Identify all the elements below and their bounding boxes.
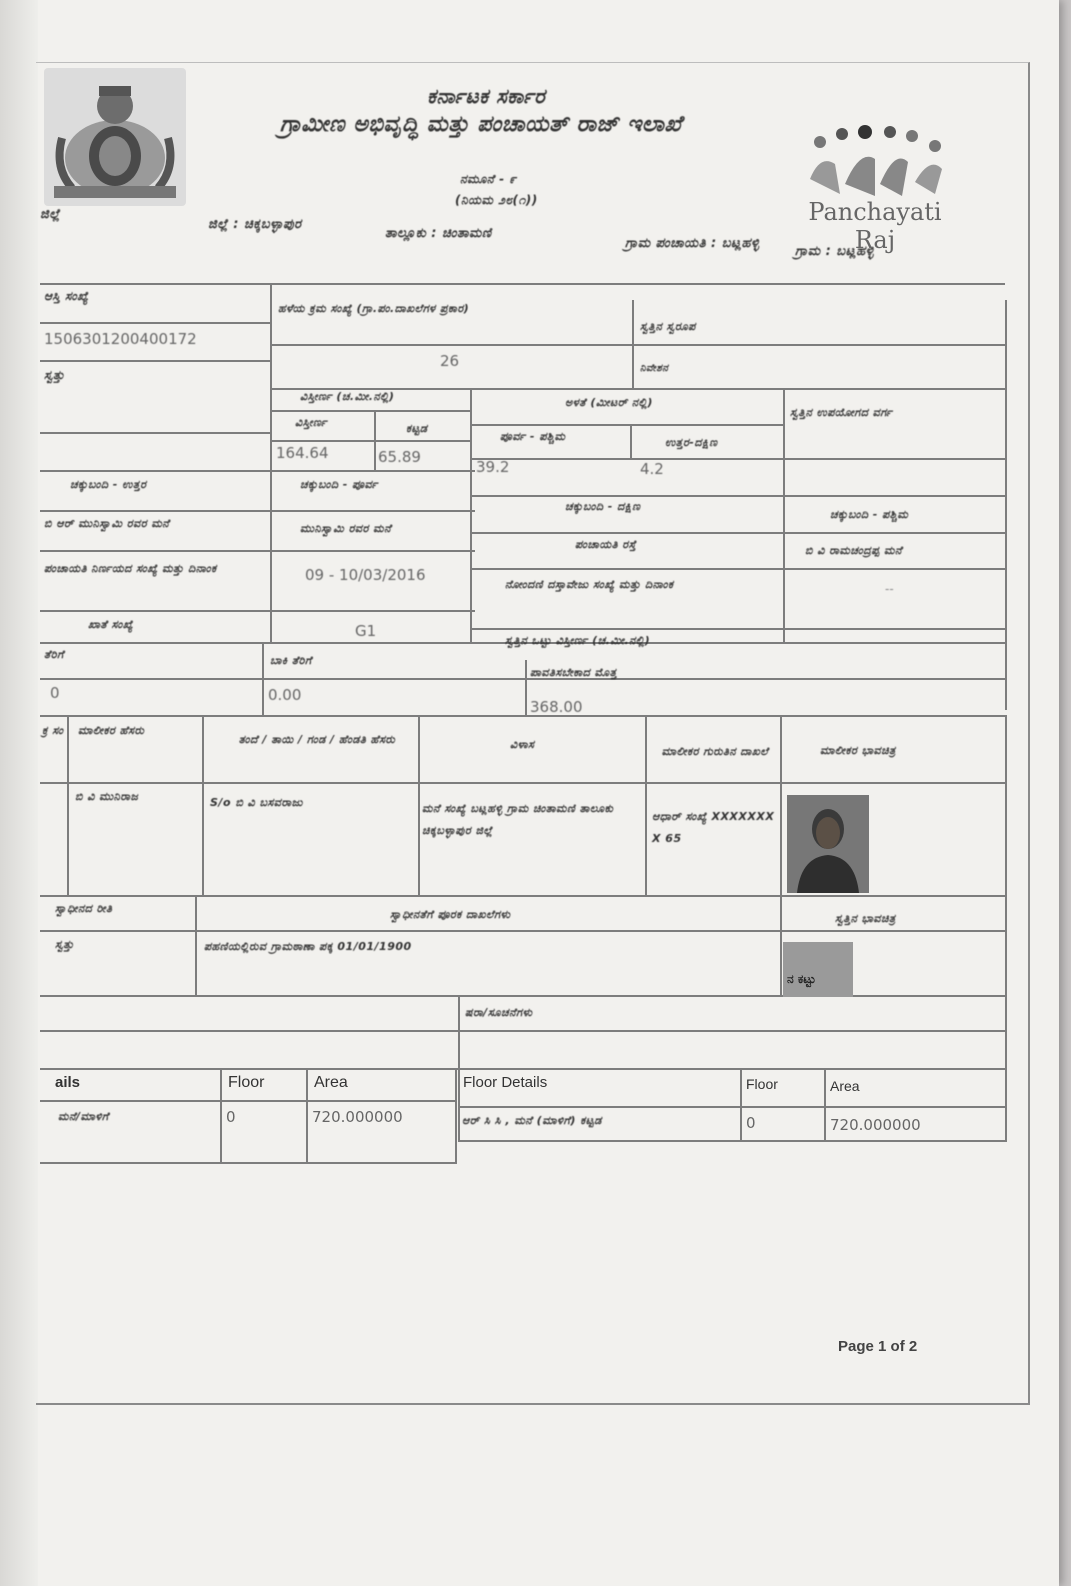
- left-code: ಜಿಲ್ಲೆ: [40, 207, 61, 222]
- taluk: ತಾಲ್ಲೂಕು : ಚಿಂತಾಮಣಿ: [385, 226, 492, 241]
- rule-line: [40, 1100, 455, 1102]
- form-border: [36, 62, 1030, 1405]
- rule-line: [472, 568, 1007, 570]
- east-west-value: 39.2: [476, 458, 510, 476]
- north-south-label: ಉತ್ತರ-ದಕ್ಷಿಣ: [665, 436, 718, 449]
- payable-value: 368.00: [530, 698, 583, 716]
- deed-value: --: [885, 582, 894, 596]
- dept-name: ಗ್ರಾಮೀಣ ಅಭಿವೃದ್ಧಿ ಮತ್ತು ಪಂಚಾಯತ್ ರಾಜ್ ಇಲಾಖೆ: [280, 112, 682, 137]
- resolution-value: 09 - 10/03/2016: [305, 566, 426, 584]
- dimension-value-1: 164.64: [276, 444, 329, 462]
- boundary-north-value: ಬಿ ಆರ್ ಮುನಿಸ್ವಾಮಿ ರವರ ಮನೆ: [44, 517, 170, 530]
- floor-right-floor: 0: [746, 1114, 756, 1132]
- rule-line: [40, 432, 272, 434]
- remarks-label: ಷರಾ/ಸೂಚನೆಗಳು: [465, 1006, 533, 1019]
- dimension-value-2: 65.89: [378, 448, 421, 466]
- floor-left-floor: 0: [226, 1108, 236, 1126]
- floor-right-col-floor: Floor: [746, 1076, 778, 1092]
- rule-line: [1005, 715, 1007, 1140]
- payable-label: ಪಾವತಿಸಬೇಕಾದ ಮೊತ್ತ: [530, 666, 617, 679]
- tax-label: ತೆರಿಗೆ: [44, 648, 64, 661]
- property-photo-header: ಸ್ವತ್ತಿನ ಭಾವಚಿತ್ರ: [835, 912, 896, 925]
- possession-docs-value: ಪಹಣಿಯಲ್ಲಿರುವ ಗ್ರಾಮಠಾಣಾ ಪಕ್ಕ 01/01/1900: [204, 940, 412, 953]
- rule-line: [40, 1162, 455, 1164]
- owner-address: ಮನೆ ಸಂಖ್ಯೆ ಬಟ್ಲಹಳ್ಳಿ ಗ್ರಾಮ ಚಿಂತಾಮಣಿ ತಾಲೂಕು ಚಿಕ್ಕಬಳ್ಳಾಪುರ ಜಿಲ್ಲೆ: [422, 802, 614, 837]
- rule-line: [472, 628, 1007, 630]
- floor-left-area: 720.000000: [312, 1108, 403, 1126]
- property-type-label-left: ಸ್ವತ್ತು: [44, 368, 65, 382]
- floor-right-col-details: Floor Details: [463, 1074, 548, 1091]
- floor-left-col-details: ails: [55, 1074, 81, 1091]
- usage-label: ಸ್ವತ್ತಿನ ಉಪಯೋಗದ ವರ್ಗ: [790, 406, 893, 419]
- property-type-label: ಸ್ವತ್ತಿನ ಸ್ವರೂಪ: [640, 320, 696, 333]
- rule-line: [780, 715, 782, 995]
- rule-line: [195, 895, 197, 995]
- rule-line: [272, 344, 1007, 346]
- east-west-label: ಪೂರ್ವ - ಪಶ್ಚಿಮ: [500, 430, 566, 443]
- rule-line: [262, 642, 264, 717]
- rule-line: [67, 715, 69, 895]
- form-number: ನಮೂನೆ - ೯: [460, 172, 517, 186]
- property-id-value: 1506301200400172: [44, 330, 197, 348]
- rule-line: [40, 995, 1007, 997]
- rule-line: [40, 283, 1005, 285]
- boundary-east-value: ಮುನಿಸ್ವಾಮಿ ರವರ ಮನೆ: [300, 522, 392, 535]
- rule-line: [374, 410, 376, 470]
- khata-value: G1: [355, 622, 377, 640]
- dimension-sub-2: ಕಟ್ಟಡ: [406, 422, 428, 435]
- gov-name: ಕರ್ನಾಟಕ ಸರ್ಕಾರ: [427, 84, 546, 108]
- deed-label: ನೋಂದಣಿ ದಸ್ತಾವೇಜು ಸಂಖ್ಯೆ ಮತ್ತು ದಿನಾಂಕ: [505, 578, 674, 591]
- rule-line: [824, 1068, 826, 1140]
- dimension-sub-1: ವಿಸ್ತೀರ್ಣ: [295, 416, 328, 429]
- owner-name: ಬಿ ವಿ ಮುನಿರಾಜ: [75, 790, 139, 803]
- page-edge: [0, 0, 38, 1586]
- rule-line: [783, 388, 785, 643]
- rule-line: [270, 283, 272, 643]
- owner-photo: [787, 795, 869, 893]
- property-id-label: ಆಸ್ತಿ ಸಂಖ್ಯೆ: [44, 289, 89, 303]
- balance-tax-value: 0.00: [268, 686, 302, 704]
- rule-line: [272, 410, 472, 412]
- floor-right-details: ಆರ್ ಸಿ ಸಿ , ಮನೆ (ಮಾಳಿಗೆ) ಕಟ್ಟಡ: [462, 1114, 602, 1127]
- rule-line: [306, 1068, 308, 1164]
- resolution-label: ಪಂಚಾಯತಿ ನಿರ್ಣಯದ ಸಂಖ್ಯೆ ಮತ್ತು ದಿನಾಂಕ: [44, 562, 217, 575]
- rule-line: [632, 300, 634, 390]
- floor-left-col-area: Area: [314, 1074, 348, 1091]
- property-photo-stamp: ನ ಕಟ್ಟು: [783, 942, 853, 997]
- col-relation: ತಂದೆ / ತಾಯಿ / ಗಂಡ / ಹೆಂಡತಿ ಹೆಸರು: [238, 733, 396, 746]
- floor-right-area: 720.000000: [830, 1116, 921, 1134]
- col-address: ವಿಳಾಸ: [510, 738, 535, 751]
- rule-line: [472, 424, 785, 426]
- rule-line: [455, 1068, 457, 1164]
- rule-line: [40, 782, 1007, 784]
- village: ಗ್ರಾಮ : ಬಟ್ಲಹಳ್ಳಿ: [795, 244, 875, 259]
- boundary-west-label: ಚಕ್ಕುಬಂದಿ - ಪಶ್ಚಿಮ: [830, 508, 909, 521]
- rule-line: [458, 1140, 1007, 1142]
- boundary-west-value: ಬಿ ವಿ ರಾಮಚಂದ್ರಪ್ಪ ಮನೆ: [805, 544, 903, 557]
- measure-header: ಅಳತೆ (ಮೀಟರ್ ನಲ್ಲಿ): [565, 396, 653, 409]
- rule-reference: (ನಿಯಮ ೨೮(೧)): [455, 193, 538, 207]
- rule-line: [272, 440, 472, 442]
- page-number: Page 1 of 2: [838, 1338, 918, 1355]
- col-owner-photo: ಮಾಲೀಕರ ಭಾವಚಿತ್ರ: [820, 744, 896, 757]
- gram-panchayat: ಗ್ರಾಮ ಪಂಚಾಯತಿ : ಬಟ್ಲಹಳ್ಳಿ: [625, 236, 760, 251]
- rule-line: [458, 1106, 1007, 1108]
- rule-line: [472, 532, 1007, 534]
- rule-line: [458, 995, 460, 1140]
- rule-line: [40, 360, 272, 362]
- floor-left-details: ಮನೆ/ಮಾಳಿಗೆ: [58, 1110, 109, 1123]
- rule-line: [40, 610, 475, 612]
- boundary-south-value: ಪಂಚಾಯತಿ ರಸ್ತೆ: [575, 538, 637, 551]
- owner-id-doc: ಆಧಾರ್ ಸಂಖ್ಯೆ XXXXXXXX 65: [652, 810, 775, 845]
- rule-line: [418, 715, 420, 895]
- logo-text: Panchayati Raj: [808, 198, 942, 254]
- rule-line: [645, 715, 647, 895]
- floor-left-col-floor: Floor: [228, 1074, 265, 1091]
- owner-relation: S/o ಬಿ ವಿ ಬಸವರಾಜು: [210, 796, 303, 809]
- district: ಜಿಲ್ಲೆ : ಚಿಕ್ಕಬಳ್ಳಾಪುರ: [208, 217, 302, 232]
- rule-line: [40, 678, 1007, 680]
- possession-type-label: ಸ್ವಾಧೀನದ ರೀತಿ: [55, 902, 113, 915]
- possession-docs-header: ಸ್ವಾಧೀನತೆಗೆ ಪೂರಕ ದಾಖಲೆಗಳು: [390, 908, 511, 921]
- tax-left-value: 0: [50, 684, 60, 702]
- rule-line: [40, 930, 1007, 932]
- rule-line: [470, 388, 472, 643]
- north-south-value: 4.2: [640, 460, 664, 478]
- rule-line: [40, 715, 1007, 717]
- floor-right-col-area: Area: [830, 1078, 860, 1094]
- rule-line: [40, 470, 475, 472]
- old-number-value: 26: [440, 352, 460, 370]
- karnataka-emblem: [44, 68, 186, 206]
- boundary-east-label: ಚಕ್ಕುಬಂದಿ - ಪೂರ್ವ: [300, 478, 378, 491]
- boundary-south-label: ಚಕ್ಕುಬಂದಿ - ದಕ್ಷಿಣ: [565, 500, 641, 513]
- rule-line: [525, 660, 527, 716]
- rule-line: [40, 1068, 1007, 1070]
- khata-label: ಖಾತೆ ಸಂಖ್ಯೆ: [88, 618, 134, 631]
- rule-line: [1005, 300, 1007, 710]
- col-owner-name: ಮಾಲೀಕರ ಹೆಸರು: [78, 724, 145, 737]
- rule-line: [40, 895, 1007, 897]
- rule-line: [202, 715, 204, 895]
- dimension-header: ವಿಸ್ತೀರ್ಣ (ಚ.ಮೀ.ನಲ್ಲಿ): [300, 390, 395, 403]
- old-number-label: ಹಳೆಯ ಕ್ರಮ ಸಂಖ್ಯೆ (ಗ್ರಾ.ಪಂ.ದಾಖಲೆಗಳ ಪ್ರಕಾರ): [278, 302, 470, 315]
- boundary-north-label: ಚಕ್ಕುಬಂದಿ - ಉತ್ತರ: [70, 478, 147, 491]
- balance-tax-label: ಬಾಕಿ ತೆರಿಗೆ: [270, 654, 312, 667]
- rule-line: [40, 1030, 1007, 1032]
- rule-line: [40, 510, 475, 512]
- total-area-label: ಸ್ವತ್ತಿನ ಒಟ್ಟು ವಿಸ್ತೀರ್ಣ (ಚ.ಮೀ.ನಲ್ಲಿ): [505, 634, 651, 647]
- rule-line: [630, 424, 632, 460]
- col-id-doc: ಮಾಲೀಕರ ಗುರುತಿನ ದಾಖಲೆ: [661, 745, 769, 758]
- rule-line: [472, 495, 1007, 497]
- rule-line: [40, 550, 475, 552]
- possession-type-value: ಸ್ವತ್ತು: [55, 938, 75, 951]
- property-type-value: ನಿವೇಶನ: [640, 363, 669, 374]
- col-serial: ಕ್ರ ಸಂ: [42, 724, 64, 737]
- rule-line: [40, 322, 272, 324]
- rule-line: [220, 1068, 222, 1164]
- rule-line: [740, 1068, 742, 1140]
- rule-line: [472, 458, 1007, 460]
